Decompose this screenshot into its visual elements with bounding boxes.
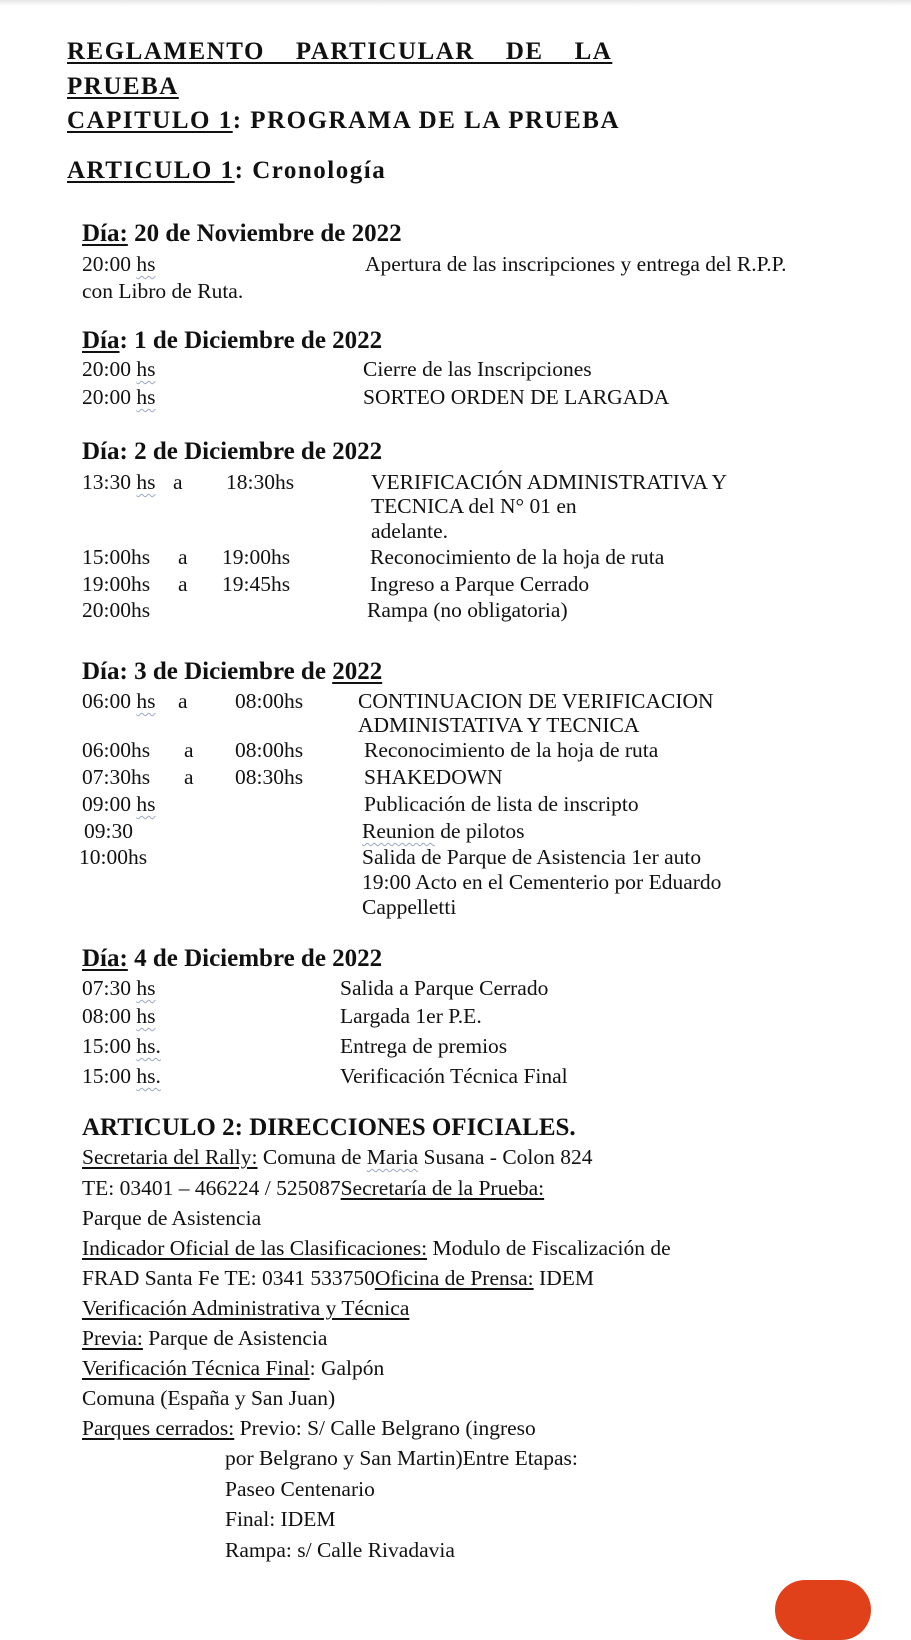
schedule-description: Reunion de pilotos: [362, 819, 525, 843]
schedule-description: VERIFICACIÓN ADMINISTRATIVA Y: [371, 470, 727, 494]
schedule-description: Rampa (no obligatoria): [367, 598, 568, 622]
schedule-separator: a: [178, 545, 188, 569]
day-heading: Día: 20 de Noviembre de 2022: [82, 220, 402, 247]
day-heading: Día: 3 de Diciembre de 2022: [82, 658, 383, 685]
schedule-description: Reconocimiento de la hoja de ruta: [370, 545, 665, 569]
schedule-time-to: 18:30hs: [226, 470, 295, 494]
address-line: TE: 03401 – 466224 / 525087Secretaría de la Prueba:: [82, 1176, 545, 1200]
article2-heading: ARTICULO 2: DIRECCIONES OFICIALES.: [82, 1114, 576, 1141]
schedule-time: 07:30 hs: [82, 976, 156, 1000]
schedule-description: adelante.: [371, 519, 448, 543]
schedule-separator: a: [173, 470, 183, 494]
schedule-time-from: 13:30 hs: [82, 470, 156, 494]
address-line: por Belgrano y San Martin)Entre Etapas:: [225, 1446, 578, 1470]
address-line: Verificación Técnica Final: Galpón: [82, 1356, 385, 1380]
schedule-time: 20:00 hs: [82, 252, 156, 276]
address-line: FRAD Santa Fe TE: 0341 533750Oficina de Prensa: IDEM: [82, 1266, 594, 1290]
schedule-time-to: 08:00hs: [235, 738, 304, 762]
address-line: Verificación Administrativa y Técnica: [82, 1296, 410, 1320]
schedule-time-to: 08:30hs: [235, 765, 304, 789]
address-line: Parque de Asistencia: [82, 1206, 262, 1230]
schedule-description: Publicación de lista de inscripto: [364, 792, 639, 816]
schedule-time: 20:00 hs: [82, 357, 156, 381]
schedule-description: SHAKEDOWN: [364, 765, 503, 789]
day-heading: Día: 1 de Diciembre de 2022: [82, 327, 383, 354]
schedule-time: 10:00hs: [79, 845, 148, 869]
document-title: REGLAMENTO PARTICULAR DE LA: [67, 38, 613, 65]
schedule-description: Reconocimiento de la hoja de ruta: [364, 738, 659, 762]
schedule-description: SORTEO ORDEN DE LARGADA: [363, 385, 670, 409]
schedule-description: ADMINISTATIVA Y TECNICA: [358, 713, 640, 737]
address-line: Previa: Parque de Asistencia: [82, 1326, 328, 1350]
schedule-time-from: 07:30hs: [82, 765, 151, 789]
schedule-time-to: 19:00hs: [222, 545, 291, 569]
top-edge: [0, 0, 911, 6]
schedule-description: Largada 1er P.E.: [340, 1004, 482, 1028]
schedule-description: Entrega de premios: [340, 1034, 508, 1058]
document-title-line2: PRUEBA: [67, 73, 179, 100]
schedule-description-cont: con Libro de Ruta.: [82, 279, 244, 303]
address-line: Final: IDEM: [225, 1507, 336, 1531]
schedule-description: 19:00 Acto en el Cementerio por Eduardo: [362, 870, 722, 894]
address-line: Indicador Oficial de las Clasificaciones: Modulo de Fiscalización de: [82, 1236, 671, 1260]
address-line: Paseo Centenario: [225, 1477, 375, 1501]
schedule-description: TECNICA del N° 01 en: [371, 494, 577, 518]
day-heading: Día: 4 de Diciembre de 2022: [82, 945, 383, 972]
schedule-description: Salida de Parque de Asistencia 1er auto: [362, 845, 702, 869]
chapter-heading: CAPITULO 1: PROGRAMA DE LA PRUEBA: [67, 107, 621, 134]
schedule-time: 08:00 hs: [82, 1004, 156, 1028]
schedule-time: 15:00 hs.: [82, 1064, 161, 1088]
day-heading: Día: 2 de Diciembre de 2022: [82, 438, 383, 465]
floating-action-button[interactable]: [775, 1580, 871, 1640]
schedule-description: Cierre de las Inscripciones: [363, 357, 592, 381]
schedule-time-from: 15:00hs: [82, 545, 151, 569]
schedule-separator: a: [178, 689, 188, 713]
schedule-description: Cappelletti: [362, 895, 457, 919]
schedule-description: Salida a Parque Cerrado: [340, 976, 549, 1000]
schedule-time: 09:00 hs: [82, 792, 156, 816]
schedule-time: 20:00 hs: [82, 385, 156, 409]
schedule-time-from: 06:00 hs: [82, 689, 156, 713]
schedule-description: Verificación Técnica Final: [340, 1064, 568, 1088]
address-line: Secretaria del Rally: Comuna de Maria Susana - Colon 824: [82, 1145, 593, 1169]
schedule-time-from: 19:00hs: [82, 572, 151, 596]
article1-heading: ARTICULO 1: Cronología: [67, 157, 387, 184]
schedule-time-to: 08:00hs: [235, 689, 304, 713]
address-line: Parques cerrados: Previo: S/ Calle Belgrano (ingreso: [82, 1416, 536, 1440]
schedule-description: Ingreso a Parque Cerrado: [370, 572, 590, 596]
schedule-separator: a: [184, 738, 194, 762]
schedule-description: Apertura de las inscripciones y entrega del R.P.P.: [365, 252, 787, 276]
address-line: Comuna (España y San Juan): [82, 1386, 336, 1410]
schedule-description: CONTINUACION DE VERIFICACION: [358, 689, 714, 713]
schedule-time: 20:00hs: [82, 598, 151, 622]
schedule-time: 15:00 hs.: [82, 1034, 161, 1058]
schedule-time-from: 06:00hs: [82, 738, 151, 762]
schedule-time-to: 19:45hs: [222, 572, 291, 596]
schedule-separator: a: [184, 765, 194, 789]
schedule-separator: a: [178, 572, 188, 596]
schedule-time: 09:30: [84, 819, 133, 843]
address-line: Rampa: s/ Calle Rivadavia: [225, 1538, 455, 1562]
